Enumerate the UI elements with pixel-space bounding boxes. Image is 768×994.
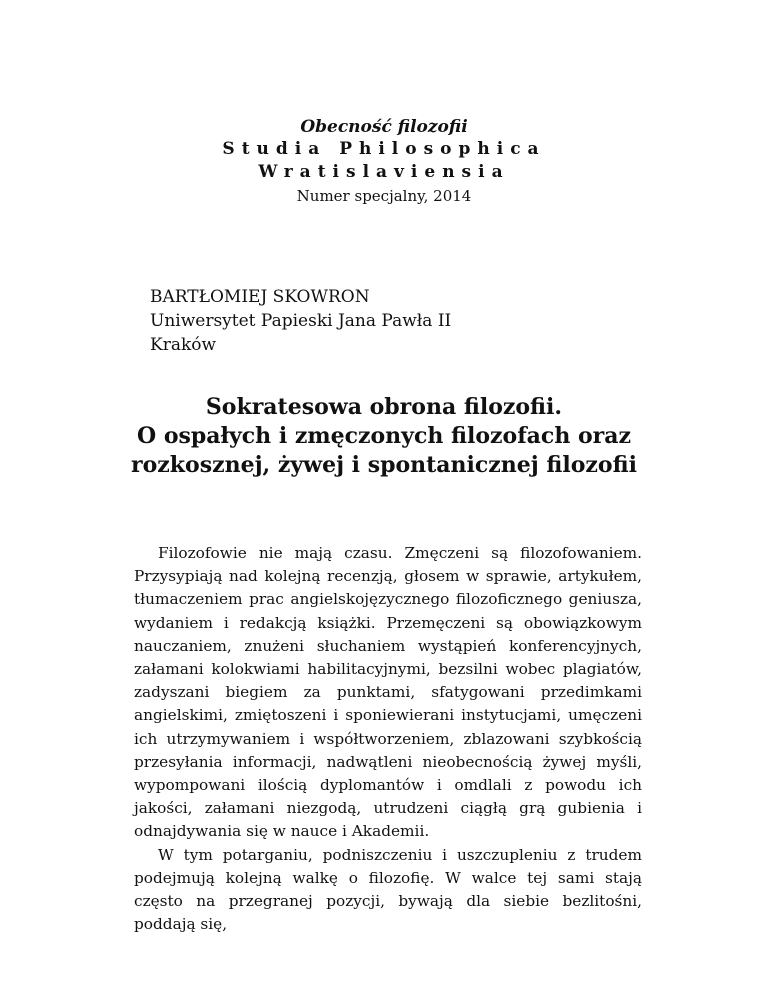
author-name: BARTŁOMIEJ SKOWRON (150, 287, 370, 307)
journal-issue: Numer specjalny, 2014 (296, 187, 472, 205)
article-body (134, 542, 642, 936)
article-title (0, 393, 768, 480)
author-affiliation: Uniwersytet Papieski Jana Pawła II (150, 311, 452, 331)
author-city: Kraków (150, 335, 217, 355)
journal-subtitle: Obecność filozofii (300, 117, 468, 137)
journal-header (0, 116, 768, 207)
journal-name-line2: Wratislaviensia (258, 162, 510, 182)
body-paragraph: Filozofowie nie mają czasu. Zmęczeni są filozofowaniem. Przysypiają nad kolejną recenzją, głosem w sprawie, artykułem, tłumaczeniem prac angielskojęzycznego filozoficznego geniusza, wydaniem i redakcją książki. Przemęczeni są obowiązkowym nauczaniem, znużeni słuchaniem wystąpień konferencyjnych, załamani kolokwiami habilitacyjnymi, bezsilni wobec plagiatów, zadyszani biegiem za punktami, sfatygowani przedimkami angielskimi, zmiętoszeni i sponiewierani instytucjami, umęczeni ich utrzymywaniem i współtworzeniem, zblazowani szybkością przesyłania informacji, nadwątleni nieobecnością żywej myśli, wypompowani ilością dyplomantów i omdlali z powodu ich jakości, załamani niezgodą, utrudzeni ciągłą grą gubienia i odnajdywania się w nauce i Akademii. (134, 544, 642, 841)
author-block (150, 285, 451, 357)
article-title-line1: Sokratesowa obrona filozofii. (205, 394, 563, 420)
body-paragraph: W tym potarganiu, podniszczeniu i uszczupleniu z trudem podejmują kolejną walkę o filozofię. W walce tej sami stają często na przegranej pozycji, bywają dla siebie bezlitośni, poddają się, (134, 845, 642, 934)
article-title-line3: rozkosznej, żywej i spontanicznej filozofii (131, 452, 637, 478)
journal-name-line1: Studia Philosophica (222, 139, 546, 159)
article-title-line2: O ospałych i zmęczonych filozofach oraz (137, 423, 631, 449)
